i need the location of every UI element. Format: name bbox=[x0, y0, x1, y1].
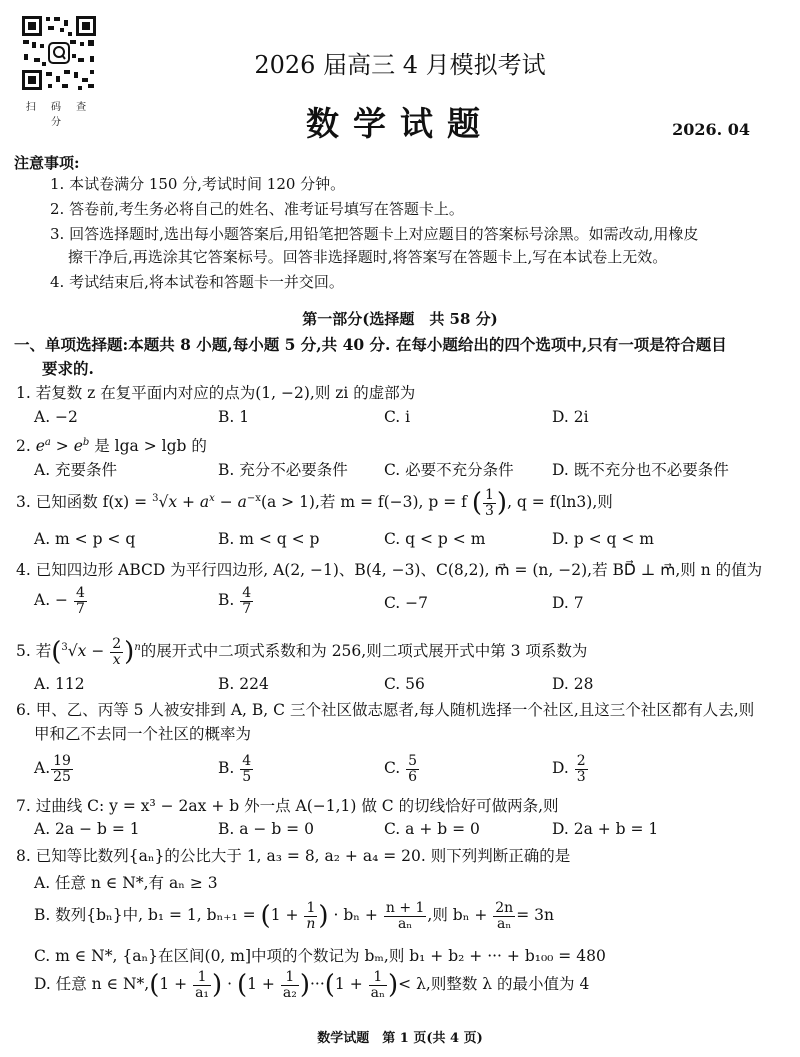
exam-date: 2026. 04 bbox=[672, 120, 750, 139]
question-4-stem: 4. 已知四边形 ABCD 为平行四边形, A(2, −1)、B(4, −3)、C(8,2), m⃗ = (n, −2),若 BD⃗ ⊥ m⃗,则 n 的值为 bbox=[16, 561, 763, 579]
question-4-option-c: C. −7 bbox=[384, 594, 429, 612]
question-2-option-b: B. 充分不必要条件 bbox=[218, 461, 348, 479]
question-3-stem: 3. 已知函数 $f(x) = ^3√x + a^x - a^{-x}(a > 1)$,若 m = f(−3), p = f ( $\frac{1}{3}$ ), q = f(ln3),则 bbox=[16, 487, 613, 519]
notice-item-1: 1. 本试卷满分 150 分,考试时间 120 分钟。 bbox=[50, 175, 346, 193]
notice-item-3-cont: 擦干净后,再选涂其它答案标号。回答非选择题时,将答案写在答题卡上,写在本试卷上无效。 bbox=[68, 248, 668, 266]
question-8-option-c: C. m ∈ N*, {aₙ}在区间(0, m]中项的个数记为 bₘ,则 b₁ + b₂ + ··· + b₁₀₀ = 480 bbox=[34, 947, 606, 965]
question-2-stem-tail: 是 lga > lgb 的 bbox=[89, 437, 207, 456]
section-heading-line1: 一、单项选择题:本题共 8 小题,每小题 5 分,共 40 分. 在每小题给出的四个选项中,只有一项是符合题目 bbox=[14, 335, 727, 354]
question-3-option-d: D. p < q < m bbox=[552, 530, 654, 548]
question-7-stem: 7. 过曲线 C: y = x³ − 2ax + b 外一点 A(−1,1) 做 C 的切线恰好可做两条,则 bbox=[16, 797, 559, 815]
question-6-option-d: D. $\frac{2}{3}$ bbox=[552, 753, 586, 785]
question-2-option-d: D. 既不充分也不必要条件 bbox=[552, 461, 729, 479]
page-footer: 数学试题 第 1 页(共 4 页) bbox=[317, 1031, 483, 1046]
question-5-stem: 5. 若($^3$√x − $\frac{2}{x}$ )$^n$的展开式中二项式系数和为 256,则二项式展开式中第 3 项系数为 bbox=[16, 636, 588, 668]
question-6-option-a: A. $\frac{19}{25}$ bbox=[34, 753, 71, 785]
question-3-stem-a: 3. 已知函数 f(x) = bbox=[16, 493, 153, 512]
question-8-option-d: D. 任意 n ∈ N*,(1 + $\frac{1}{\text{a₁}}$ ) · (1 + $\frac{1}{\text{a₂}}$ )···(1 + $\frac{1}{\text{aₙ}}$ )< λ,则整数 λ 的最小值为 4 bbox=[34, 969, 590, 1001]
question-7-option-d: D. 2a + b = 1 bbox=[552, 820, 659, 838]
question-1-option-b: B. 1 bbox=[218, 408, 250, 426]
question-6-option-c: C. $\frac{5}{6}$ bbox=[384, 753, 418, 785]
question-6-stem-line2: 甲和乙不去同一个社区的概率为 bbox=[34, 725, 252, 743]
question-8-stem: 8. 已知等比数列{aₙ}的公比大于 1, a₃ = 8, a₂ + a₄ = 20. 则下列判断正确的是 bbox=[16, 847, 571, 865]
notice-item-3: 3. 回答选择题时,选出每小题答案后,用铅笔把答题卡上对应题目的答案标号涂黑。如需改动,用橡皮 bbox=[50, 225, 699, 243]
question-1-option-c: C. i bbox=[384, 408, 411, 426]
part-title: 第一部分(选择题 共 58 分) bbox=[302, 310, 498, 328]
subject-title: 数学试题 bbox=[306, 104, 494, 143]
notice-heading: 注意事项: bbox=[14, 154, 80, 172]
section-heading bbox=[14, 333, 786, 381]
question-3-option-c: C. q < p < m bbox=[384, 530, 486, 548]
section-heading-line2: 要求的. bbox=[42, 359, 94, 378]
question-5-option-d: D. 28 bbox=[552, 675, 594, 693]
question-7-option-b: B. a − b = 0 bbox=[218, 820, 314, 838]
question-3-option-b: B. m < q < p bbox=[218, 530, 320, 548]
notice-item-4: 4. 考试结束后,将本试卷和答题卡一并交回。 bbox=[50, 273, 344, 291]
question-8-option-b: B. 数列{bₙ}中, b₁ = 1, bₙ₊₁ = (1 + $\frac{1}{n}$ ) · bₙ + $\frac{n + 1}{\text{aₙ}}$ ,则 bₙ + $\frac{2n}{\text{aₙ}}$ = 3n bbox=[34, 900, 554, 932]
question-3-fraction: $\frac{1}{3}$ bbox=[485, 487, 494, 519]
question-5-option-c: C. 56 bbox=[384, 675, 425, 693]
question-6-stem-line1: 6. 甲、乙、丙等 5 人被安排到 A, B, C 三个社区做志愿者,每人随机选择一个社区,且这三个社区都有人去,则 bbox=[16, 701, 755, 719]
question-7-option-c: C. a + b = 0 bbox=[384, 820, 480, 838]
question-3-option-a: A. m < p < q bbox=[34, 530, 136, 548]
exam-title: 2026 届高三 4 月模拟考试 bbox=[254, 51, 546, 79]
qr-caption: 扫 码 查 分 bbox=[25, 102, 93, 128]
question-4-option-d: D. 7 bbox=[552, 594, 584, 612]
question-2-option-a: A. 充要条件 bbox=[34, 461, 118, 479]
question-2-option-c: C. 必要不充分条件 bbox=[384, 461, 514, 479]
question-1-option-d: D. 2i bbox=[552, 408, 589, 426]
question-5-option-a: A. 112 bbox=[34, 675, 85, 693]
question-3-stem-b: (a > 1),若 m = f(−3), p = f bbox=[260, 493, 467, 512]
question-5-option-b: B. 224 bbox=[218, 675, 269, 693]
question-2-stem: 2. $e^a > e^b$ 是 lga > lgb 的 bbox=[16, 437, 207, 456]
notice-item-2: 2. 答卷前,考生务必将自己的姓名、准考证号填写在答题卡上。 bbox=[50, 200, 464, 218]
question-1-option-a: A. −2 bbox=[34, 408, 78, 426]
question-7-option-a: A. 2a − b = 1 bbox=[34, 820, 140, 838]
question-8-option-a: A. 任意 n ∈ N*,有 aₙ ≥ 3 bbox=[34, 874, 218, 892]
question-4-option-a: A. − $\frac{4}{7}$ bbox=[34, 585, 85, 617]
question-4-option-b: B. $\frac{4}{7}$ bbox=[218, 585, 252, 617]
question-1-stem: 1. 若复数 z 在复平面内对应的点为(1, −2),则 zi 的虚部为 bbox=[16, 384, 416, 402]
question-6-option-b: B. $\frac{4}{5}$ bbox=[218, 753, 252, 785]
question-3-stem-c: , q = f(ln3),则 bbox=[507, 493, 613, 512]
